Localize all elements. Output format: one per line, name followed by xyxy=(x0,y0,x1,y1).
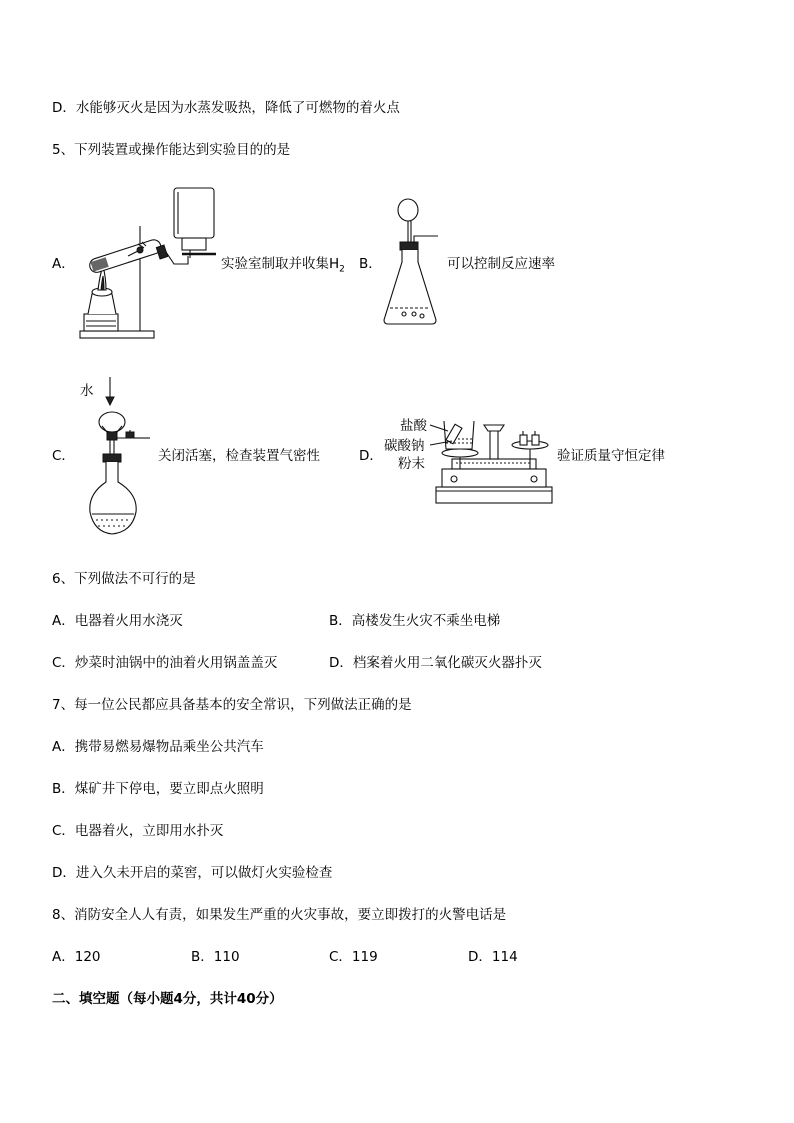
q5-c-water-label: 水 xyxy=(80,383,94,399)
q5-d-label-acid: 盐酸 xyxy=(400,418,427,434)
q8-option-a: A．120 xyxy=(52,949,101,965)
apparatus-flask-stopcock xyxy=(86,408,162,540)
q5-d-letter: D． xyxy=(359,448,383,464)
q5-c-letter: C． xyxy=(52,448,75,464)
q5-c-text: 关闭活塞，检查装置气密性 xyxy=(158,448,320,464)
q7-option-b: B．煤矿井下停电，要立即点火照明 xyxy=(52,781,264,797)
q7-stem: 7、每一位公民都应具备基本的安全常识，下列做法正确的是 xyxy=(52,697,412,713)
q5-a-text: 实验室制取并收集H xyxy=(221,256,340,272)
apparatus-balance xyxy=(432,415,557,507)
apparatus-gas-generation-collection xyxy=(78,186,228,341)
section-2-title: 二、填空题（每小题4分，共计40分） xyxy=(52,991,283,1007)
q6-stem: 6、下列做法不可行的是 xyxy=(52,571,196,587)
q7-option-d: D．进入久未开启的菜窖，可以做灯火实验检查 xyxy=(52,865,333,881)
q8-option-d: D．114 xyxy=(468,949,518,965)
q5-d-label-carbonate: 碳酸钠 xyxy=(384,438,425,454)
q6-option-c: C．炒菜时油锅中的油着火用锅盖盖灭 xyxy=(52,655,278,671)
q8-stem: 8、消防安全人人有责，如果发生严重的火灾事故，要立即拨打的火警电话是 xyxy=(52,907,507,923)
q6-option-d: D．档案着火用二氧化碳灭火器扑灭 xyxy=(329,655,542,671)
q4-option-d: D．水能够灭火是因为水蒸发吸热，降低了可燃物的着火点 xyxy=(52,100,400,116)
q5-stem: 5、下列装置或操作能达到实验目的的是 xyxy=(52,142,291,158)
down-arrow-icon xyxy=(104,377,116,407)
q5-a-subscript: 2 xyxy=(339,264,345,275)
q5-d-label-powder: 粉末 xyxy=(398,456,425,472)
q8-option-c: C．119 xyxy=(329,949,378,965)
q5-b-text: 可以控制反应速率 xyxy=(447,256,555,272)
q8-option-b: B．110 xyxy=(191,949,240,965)
apparatus-conical-flask-funnel xyxy=(380,196,450,328)
q7-option-a: A．携带易燃易爆物品乘坐公共汽车 xyxy=(52,739,264,755)
q6-option-a: A．电器着火用水浇灭 xyxy=(52,613,183,629)
q5-b-letter: B． xyxy=(359,256,382,272)
q6-option-b: B．高楼发生火灾不乘坐电梯 xyxy=(329,613,501,629)
q5-d-text: 验证质量守恒定律 xyxy=(557,448,665,464)
q5-a-letter: A． xyxy=(52,256,75,272)
q7-option-c: C．电器着火，立即用水扑灭 xyxy=(52,823,224,839)
